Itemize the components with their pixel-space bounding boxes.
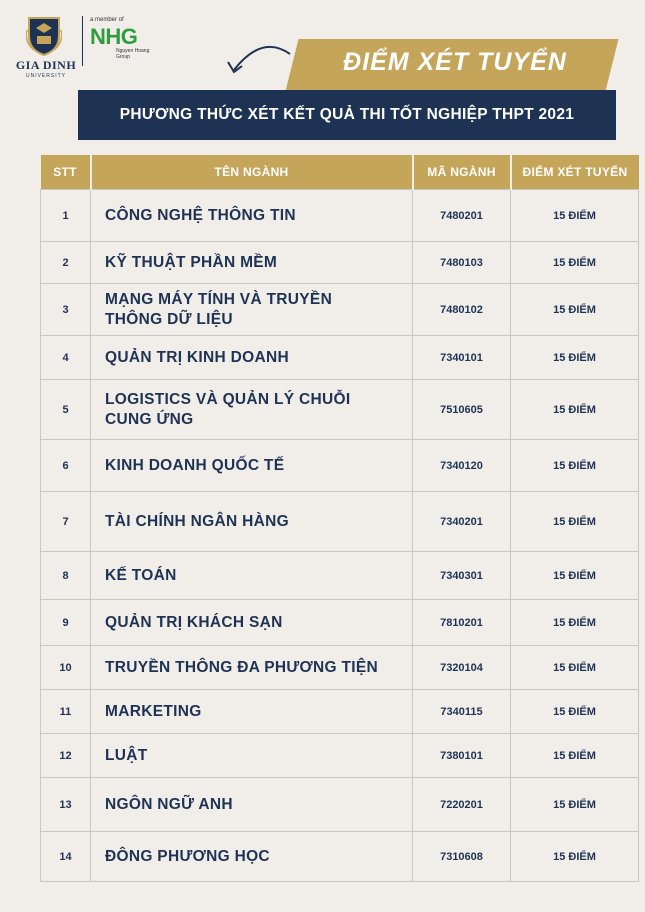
row-score: 15 ĐIỂM [511,600,639,646]
table-row [41,440,639,492]
row-major-code: 7340115 [413,690,511,734]
row-major-code: 7310608 [413,832,511,882]
header-stt: STT [41,155,91,190]
row-major-name: QUẢN TRỊ KHÁCH SẠN [91,600,413,646]
row-major-name: LUẬT [91,734,413,778]
logo-divider [82,16,83,66]
table-row [41,284,639,336]
row-score: 15 ĐIỂM [511,646,639,690]
row-major-name: KỸ THUẬT PHẦN MỀM [91,242,413,284]
row-major-code: 7810201 [413,600,511,646]
row-major-name: QUẢN TRỊ KINH DOANH [91,336,413,380]
row-score: 15 ĐIỂM [511,242,639,284]
row-stt: 3 [41,284,91,336]
row-major-code: 7480102 [413,284,511,336]
table-row [41,734,639,778]
row-major-code: 7320104 [413,646,511,690]
row-stt: 12 [41,734,91,778]
row-stt: 11 [41,690,91,734]
table-row [41,690,639,734]
header [0,0,645,150]
row-score: 15 ĐIỂM [511,336,639,380]
school-sub: UNIVERSITY [25,73,66,79]
table-row [41,242,639,284]
row-major-name: KẾ TOÁN [91,552,413,600]
row-stt: 10 [41,646,91,690]
row-major-name: TRUYỀN THÔNG ĐA PHƯƠNG TIỆN [91,646,413,690]
row-major-code: 7340301 [413,552,511,600]
row-major-code: 7380101 [413,734,511,778]
group-sub: Nguyen Hoang Group [116,48,150,60]
row-score: 15 ĐIỂM [511,778,639,832]
row-major-name: MẠNG MÁY TÍNH VÀ TRUYỀN THÔNG DỮ LIỆU [91,284,413,336]
row-score: 15 ĐIỂM [511,690,639,734]
table-row [41,380,639,440]
row-score: 15 ĐIỂM [511,380,639,440]
row-stt: 13 [41,778,91,832]
row-score: 15 ĐIỂM [511,552,639,600]
row-major-code: 7220201 [413,778,511,832]
table-row [41,778,639,832]
table-row [41,646,639,690]
row-major-code: 7510605 [413,380,511,440]
row-major-code: 7480103 [413,242,511,284]
row-major-code: 7480201 [413,190,511,242]
university-crest-icon [26,14,62,56]
table-row [41,832,639,882]
table-row [41,552,639,600]
page-title: ĐIỂM XÉT TUYỂN [343,48,567,76]
row-score: 15 ĐIỂM [511,734,639,778]
table-row [41,336,639,380]
curved-arrow-icon [222,40,294,82]
row-major-name: ĐÔNG PHƯƠNG HỌC [91,832,413,882]
row-stt: 1 [41,190,91,242]
row-score: 15 ĐIỂM [511,190,639,242]
row-major-name: MARKETING [91,690,413,734]
school-name: GIA DINH [15,58,77,72]
row-major-code: 7340101 [413,336,511,380]
header-major-name: TÊN NGÀNH [91,155,413,190]
member-of-label: a member of [90,17,124,23]
header-score: ĐIỂM XÉT TUYỂN [511,155,639,190]
row-major-code: 7340120 [413,440,511,492]
table-row [41,492,639,552]
row-major-name: NGÔN NGỮ ANH [91,778,413,832]
row-score: 15 ĐIỂM [511,832,639,882]
table-header-row [41,155,639,190]
header-major-code: MÃ NGÀNH [413,155,511,190]
row-major-name: LOGISTICS VÀ QUẢN LÝ CHUỖI CUNG ỨNG [91,380,413,440]
row-score: 15 ĐIỂM [511,440,639,492]
row-stt: 14 [41,832,91,882]
admission-table [40,155,638,882]
row-major-name: CÔNG NGHỆ THÔNG TIN [91,190,413,242]
row-stt: 8 [41,552,91,600]
row-stt: 5 [41,380,91,440]
row-stt: 9 [41,600,91,646]
row-score: 15 ĐIỂM [511,284,639,336]
table-row [41,600,639,646]
row-stt: 7 [41,492,91,552]
page-subtitle: PHƯƠNG THỨC XÉT KẾT QUẢ THI TỐT NGHIỆP THPT 2021 [119,106,575,123]
row-stt: 2 [41,242,91,284]
row-major-name: KINH DOANH QUỐC TẾ [91,440,413,492]
group-logo-text: NHG [90,24,138,49]
row-major-name: TÀI CHÍNH NGÂN HÀNG [91,492,413,552]
row-score: 15 ĐIỂM [511,492,639,552]
row-stt: 4 [41,336,91,380]
table-row [41,190,639,242]
row-major-code: 7340201 [413,492,511,552]
row-stt: 6 [41,440,91,492]
